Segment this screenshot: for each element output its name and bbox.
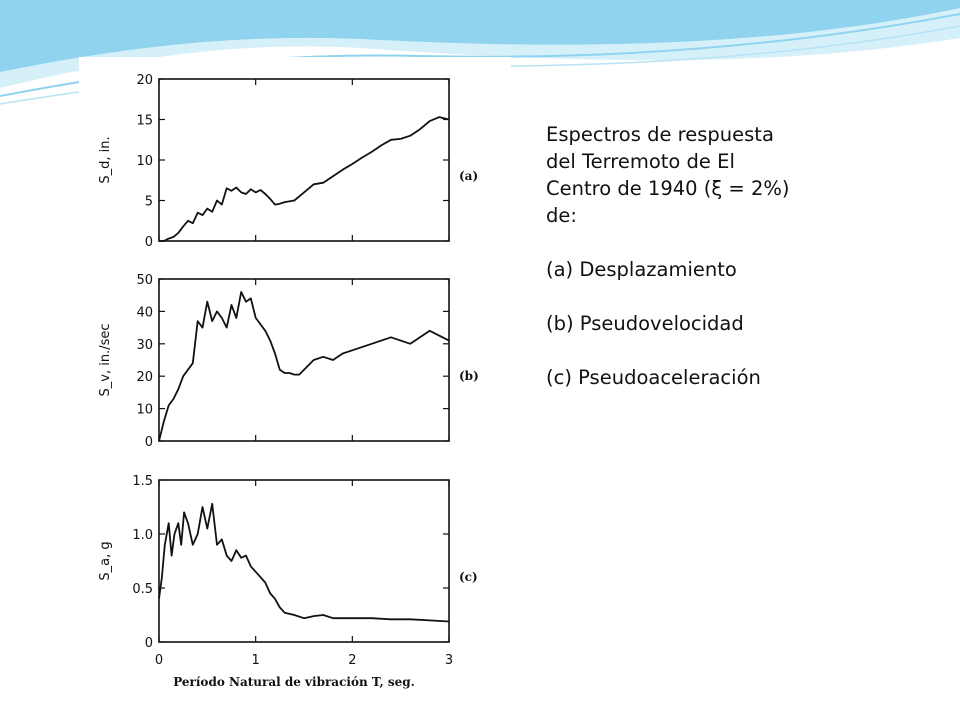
y-tick-label: 0.5	[132, 582, 153, 597]
y-tick-label: 40	[136, 305, 153, 321]
y-tick-label: 0	[144, 435, 153, 450]
response-spectra-figure	[79, 57, 511, 693]
caption-item-c: (c) Pseudoaceleración	[546, 366, 761, 389]
panel-label: (c)	[459, 570, 478, 584]
y-tick-label: 10	[136, 402, 153, 418]
caption-spacer	[546, 337, 946, 364]
x-tick-label: 3	[444, 653, 454, 668]
series-line	[159, 292, 449, 441]
caption-spacer	[546, 283, 946, 310]
caption-spacer	[546, 229, 946, 256]
caption-line-3: Centro de 1940 (ξ = 2%)	[546, 177, 790, 200]
caption-item-a: (a) Desplazamiento	[546, 258, 737, 281]
y-tick-label: 20	[136, 370, 153, 386]
spectra-charts	[79, 57, 511, 693]
y-tick-label: 20	[136, 73, 153, 88]
x-axis-label: Período Natural de vibración T, seg.	[173, 675, 415, 689]
y-tick-label: 0	[144, 636, 153, 651]
y-tick-label: 10	[136, 154, 153, 169]
y-axis-label: S_d, in.	[98, 136, 113, 184]
x-tick-label: 1	[251, 653, 260, 668]
y-tick-label: 50	[136, 273, 153, 288]
y-tick-label: 1.0	[132, 528, 153, 543]
plot-frame	[159, 79, 449, 241]
series-line	[159, 117, 449, 241]
caption-line-4: de:	[546, 204, 577, 227]
panel-label: (a)	[459, 169, 479, 183]
y-tick-label: 1.5	[132, 474, 153, 489]
x-tick-label: 0	[154, 653, 164, 668]
caption-line-2: del Terremoto de El	[546, 150, 735, 173]
y-axis-label: S_v, in./sec	[98, 323, 113, 397]
y-tick-label: 30	[136, 337, 153, 353]
panel-label: (b)	[459, 369, 479, 383]
figure-caption	[546, 121, 946, 391]
x-tick-label: 2	[348, 653, 357, 668]
series-line	[159, 504, 449, 622]
y-tick-label: 0	[144, 235, 153, 250]
y-tick-label: 5	[144, 194, 153, 210]
y-axis-label: S_a, g	[98, 541, 113, 581]
y-tick-label: 15	[136, 113, 153, 129]
caption-item-b: (b) Pseudovelocidad	[546, 312, 744, 335]
plot-frame	[159, 279, 449, 441]
caption-line-1: Espectros de respuesta	[546, 123, 774, 146]
